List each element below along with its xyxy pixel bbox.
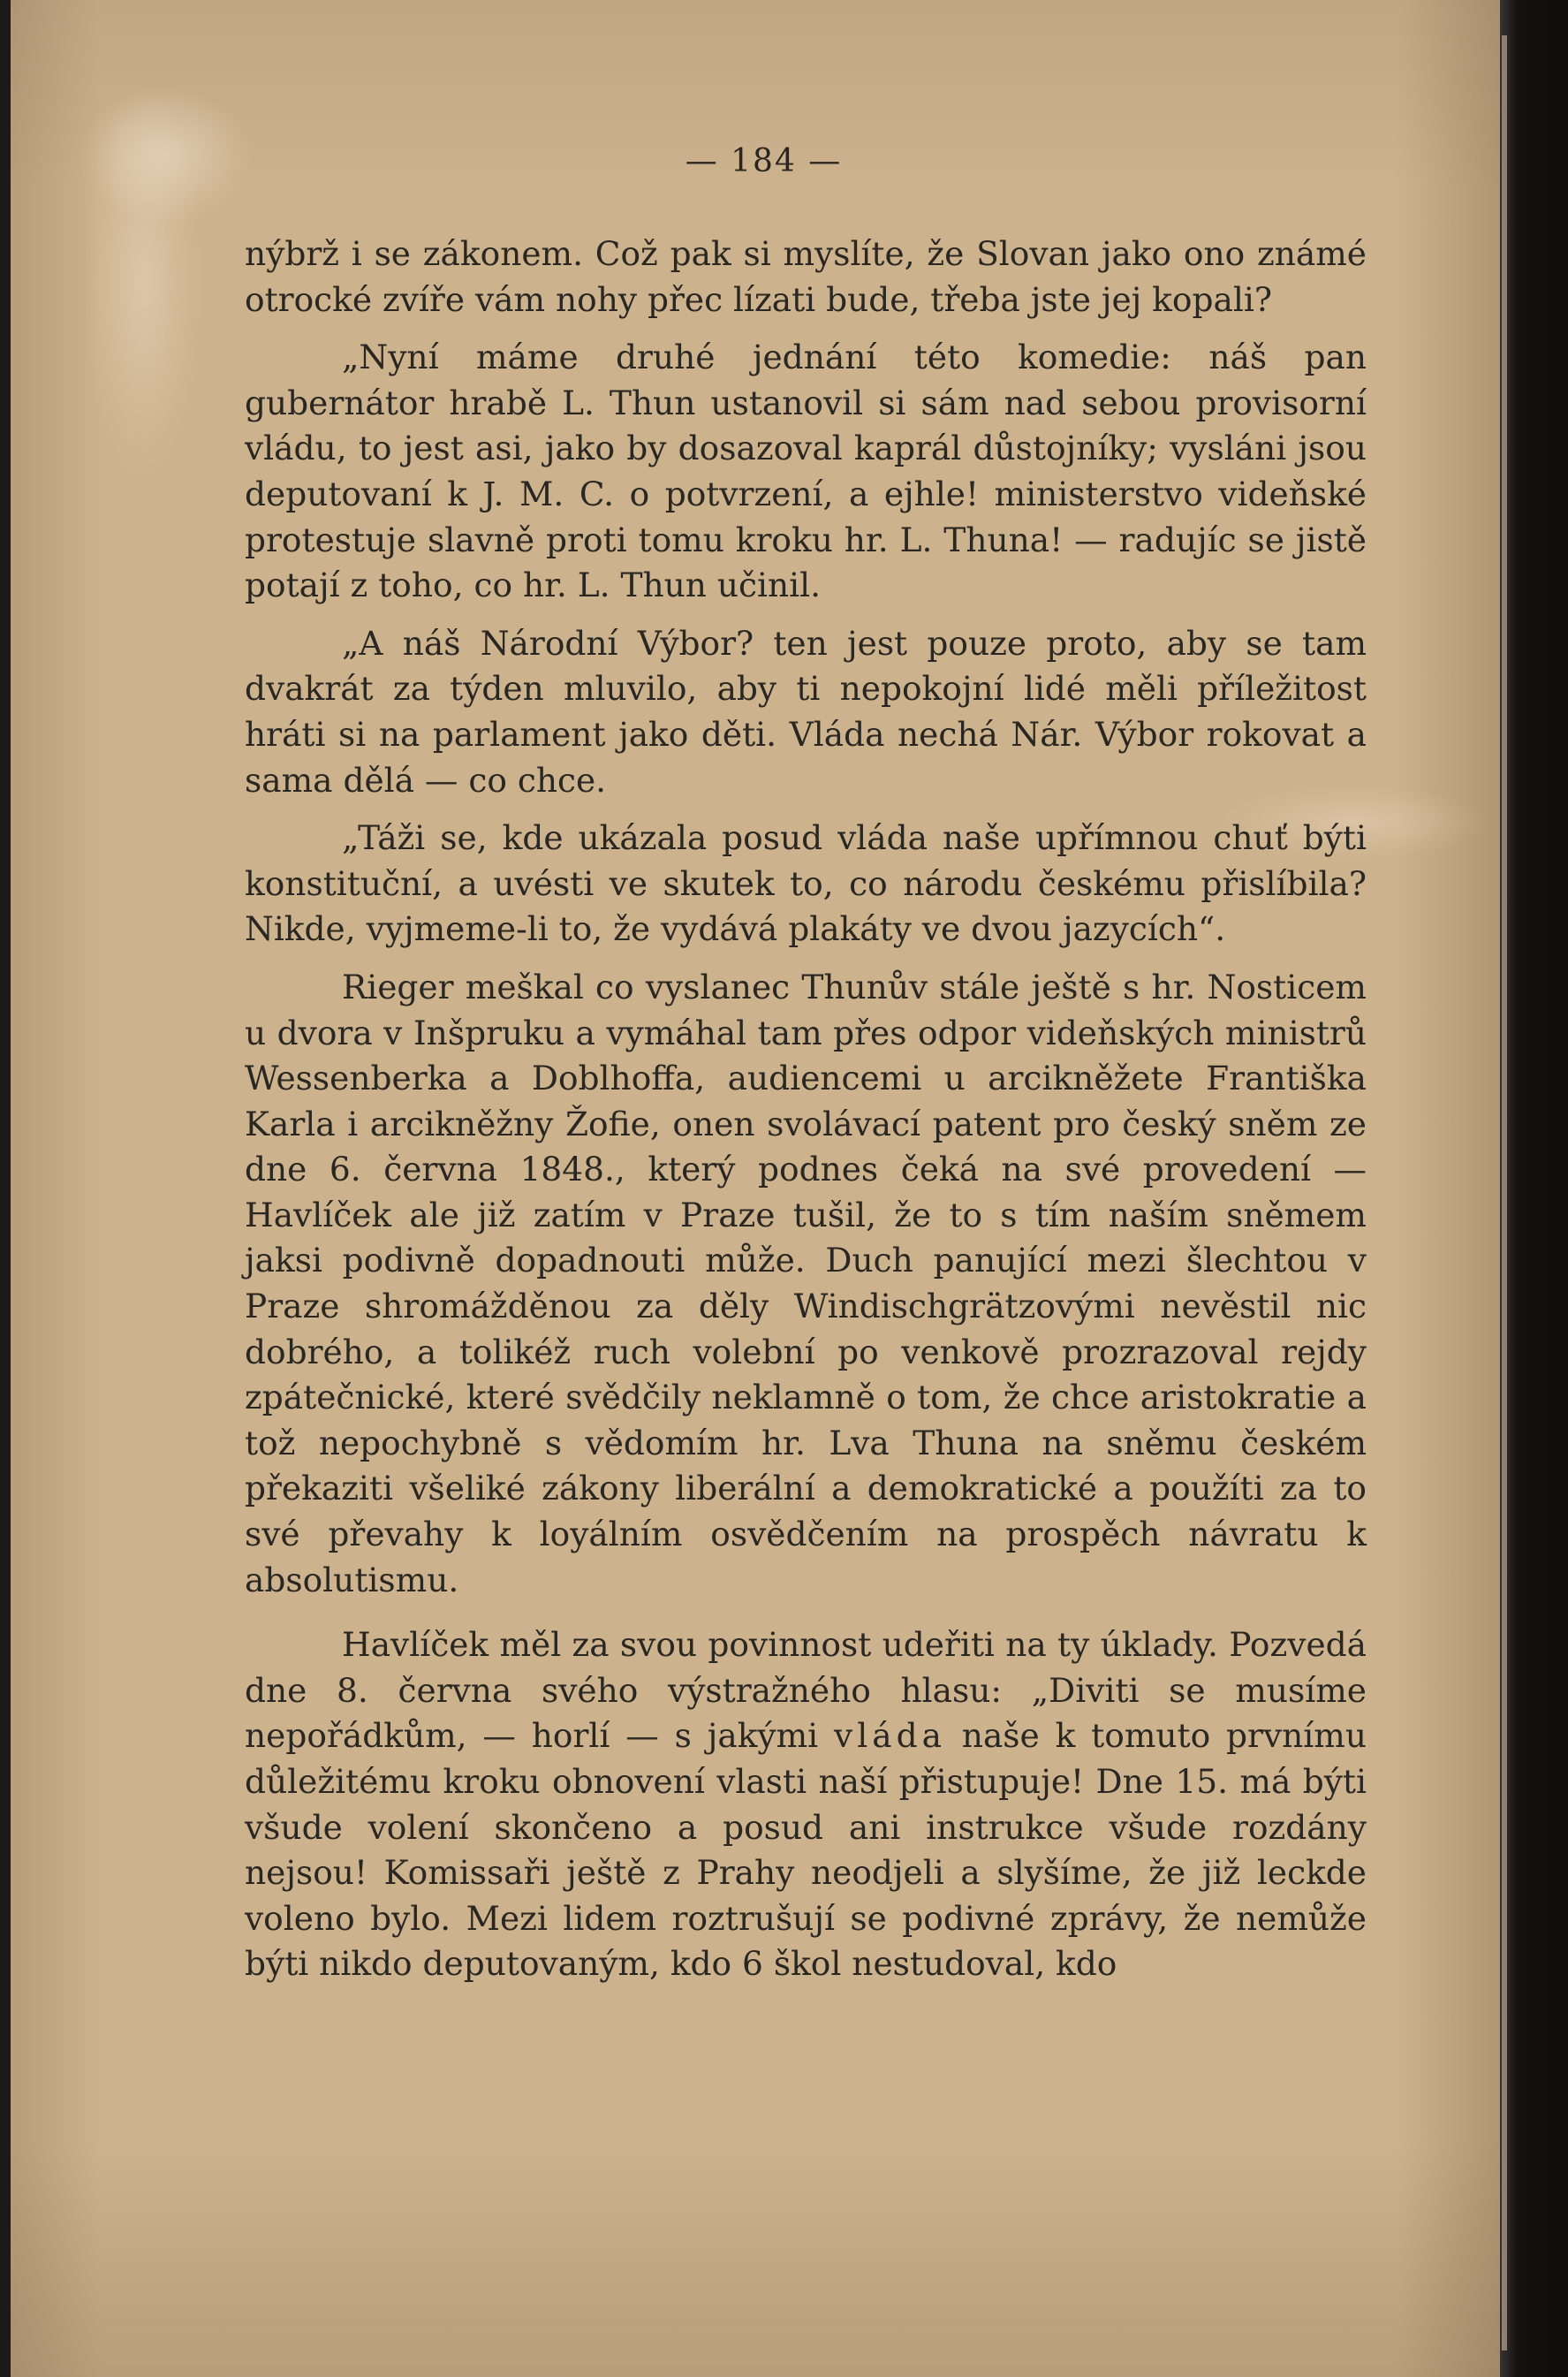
- page-body-text: [245, 232, 1367, 1987]
- book-binding-shadow: [1500, 0, 1568, 2377]
- page-number: — 184 —: [685, 143, 843, 179]
- paragraph-6-part-1: Havlíček měl za svou povinnost udeřiti na ty úklady. Pozvedá dne 8. června svého výstražného hlasu: „Diviti se musíme nepořádkům, — horlí — s jakými: [245, 1625, 1367, 1756]
- paragraph-1: nýbrž i se zákonem. Což pak si myslíte, že Slovan jako ono známé otrocké zvíře vám nohy přec lízati bude, třeba jste jej kopali?: [245, 234, 1367, 319]
- paragraph-5: Rieger meškal co vyslanec Thunův stále ještě s hr. Nosticem u dvora v Inšpruku a vymáhal tam přes odpor videňských ministrů Wessenberka a Doblhoffa, audiencemi u arcikněžete Františka Karla i arcikněžny Žofie, onen svolávací patent pro český sněm ze dne 6. června 1848., který podnes čeká na své provedení — Havlíček ale již zatím v Praze tušil, že to s tím naším sněmem jaksi podivně dopadnouti může. Duch panující mezi šlechtou v Praze shromážděnou za děly Windischgrätzovými nevěstil nic dobrého, a tolikéž ruch volební po venkově prozrazoval rejdy zpátečnické, které svědčily neklamně o tom, že chce aristokratie a tož nepochybně s vědomím hr. Lva Thuna na sněmu českém překaziti všeliké zákony liberální a demokratické a použíti za to své převahy k loyálním osvědčením na prospěch návratu k absolutismu.: [245, 967, 1367, 1599]
- paragraph-4: „Táži se, kde ukázala posud vláda naše upřímnou chuť býti konstituční, a uvésti ve skutek to, co národu českému přislíbila? Nikde, vyjmeme-li to, že vydává plakáty ve dvou jazycích“.: [245, 818, 1367, 949]
- paragraph-6-part-2: naše k tomuto prvnímu důležitému kroku obnovení vlasti naší přistupuje! Dne 15. má býti všude volení skončeno a posud ani instrukce všude rozdány nejsou! Komissaři ještě z Prahy neodjeli a slyšíme, že již leckde voleno bylo. Mezi lidem roztrušují se podivné zprávy, že nemůže býti nikdo deputovaným, kdo 6 škol nestudoval, kdo: [245, 1716, 1367, 1984]
- page-edge: [1502, 35, 1507, 2350]
- paragraph-3: „A náš Národní Výbor? ten jest pouze proto, aby se tam dvakrát za týden mluvilo, aby ti nepokojní lidé měli příležitost hráti si na parlament jako děti. Vláda nechá Nár. Výbor rokovat a sama dělá — co chce.: [245, 623, 1367, 800]
- paragraph-6-spaced-word: vláda: [834, 1716, 946, 1756]
- paragraph-6: [245, 1622, 1367, 1987]
- paragraph-2: „Nyní máme druhé jednání této komedie: náš pan gubernátor hrabě L. Thun ustanovil si sám nad sebou provisorní vládu, to jest asi, jako by dosazoval kaprál důstojníky; vysláni jsou deputovaní k J. M. C. o potvrzení, a ejhle! ministerstvo videňské protestuje slavně proti tomu kroku hr. L. Thuna! — radujíc se jistě potají z toho, co hr. L. Thun učinil.: [245, 338, 1367, 605]
- book-page: [11, 0, 1517, 2377]
